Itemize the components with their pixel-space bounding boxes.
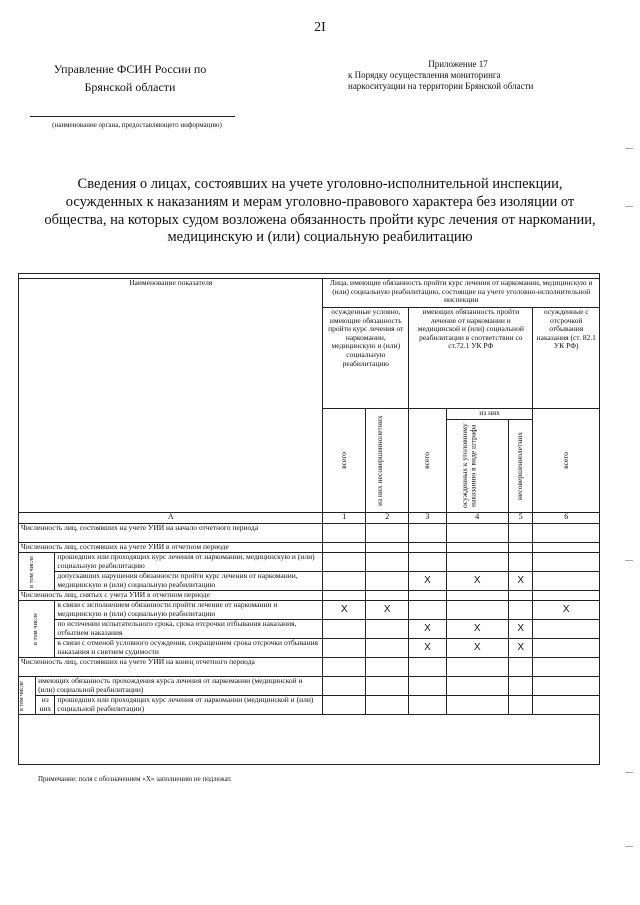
table-row — [19, 658, 600, 677]
cell-mark: X — [366, 601, 409, 620]
header-row-1 — [19, 279, 600, 308]
row-label-violations: допускавших нарушения обязанности пройти курс лечения от наркомании, медицинскую и (или) социальную реабилитацию — [55, 572, 323, 591]
cell-mark: X — [446, 639, 508, 658]
row-label-start-period: Численность лиц, состоявших на учете УИИ на начало отчетного периода — [19, 524, 323, 543]
col-total-3 — [533, 409, 600, 513]
col-number-6: 6 — [533, 513, 600, 524]
side-label-incl-1-text: в том числе — [27, 555, 35, 588]
col-number-4: 4 — [446, 513, 508, 524]
table-row — [19, 696, 600, 715]
side-label-incl-1 — [19, 553, 55, 591]
header-article-72: имеющих обязанность пройти лечение от наркомании и медицинской и (или) социальной реабилитации в соответствии со ст.72.1 УК РФ — [409, 308, 533, 409]
col-minors-1 — [366, 409, 409, 513]
row-label-removed: Численность лиц, снятых с учета УИИ в отчетном периоде — [19, 591, 323, 601]
cell-mark: X — [323, 601, 366, 620]
table-row — [19, 524, 600, 543]
document-title: Сведения о лицах, состоявших на учете уголовно-исполнительной инспекции, осужденных к наказаниям и мерам уголовно-правового характера без изоляции от общества, на которых судом возложена обязанность пройти курс лечения от наркомании, медицинскую и (или) социальную реабилитацию — [44, 176, 596, 246]
row-label-term-expired: по истечении испытательного срока, срока отсрочки отбывания наказания, отбытием наказания — [55, 620, 323, 639]
annex-block — [348, 59, 548, 92]
side-label-incl-2 — [19, 601, 55, 658]
page-number: 2I — [314, 20, 326, 35]
cell-mark: X — [508, 572, 533, 591]
col-minors-1-label: из них несовершеннолетних — [375, 415, 385, 506]
cell-mark: X — [508, 639, 533, 658]
row-label-cancellation: в связи с отменой условного осуждения, сокращением срока отсрочки отбывания наказания и снятием судимости — [55, 639, 323, 658]
col-number-1: 1 — [323, 513, 366, 524]
col-minors-2-label: несовершеннолетних — [515, 431, 525, 501]
annex-title: Приложение 17 — [428, 59, 488, 69]
margin-mark — [625, 148, 633, 149]
side-label-incl-3 — [19, 677, 36, 715]
table-row — [19, 677, 600, 696]
margin-mark — [625, 206, 633, 207]
col-minors-2 — [508, 420, 533, 513]
annex-text: к Порядку осуществления мониторинга наркоситуации на территории Брянской области — [348, 70, 534, 91]
cell-mark: X — [508, 620, 533, 639]
header-indicator: Наименование показателя — [19, 279, 323, 513]
margin-mark — [625, 560, 633, 561]
col-total-2 — [409, 409, 447, 513]
header-conditional: осужденные условно, имеющие обязанность пройти курс лечения от наркомании, медицинскую и (или) социальную реабилитацию — [323, 308, 409, 409]
col-fine — [446, 420, 508, 513]
row-label-during-period: Численность лиц, состоявших на учете УИИ в отчетном периоде — [19, 543, 323, 553]
table-row — [19, 543, 600, 553]
col-total-1-label: всего — [339, 452, 349, 469]
row-label-undergoing-treatment: прошедших или проходящих курс лечения от наркомании, медицинскую и (или) социальную реабилитацию — [55, 553, 323, 572]
row-label-has-obligation: имеющих обязанность прохождения курса лечения от наркомании (медицинской и (или) социальной реабилитации) — [36, 677, 323, 696]
table-row — [19, 601, 600, 620]
row-label-end-period: Численность лиц, состоявших на учете УИИ на конец отчетного периода — [19, 658, 323, 677]
table-row — [19, 639, 600, 658]
side-label-of-them: из них — [36, 696, 55, 715]
col-number-2: 2 — [366, 513, 409, 524]
col-total-3-label: всего — [560, 452, 570, 469]
side-label-incl-3-text: в том числе — [19, 680, 26, 711]
organization-underline — [30, 116, 235, 117]
table-row — [19, 553, 600, 572]
header-deferred: осужденные с отсрочкой отбывания наказания (ст. 82.1 УК РФ) — [533, 308, 600, 409]
row-label-fulfilled-obligation: в связи с исполнением обязанности пройти лечение от наркомании и медицинскую и (или) социальную реабилитацию — [55, 601, 323, 620]
col-number-3: 3 — [409, 513, 447, 524]
table-row — [19, 620, 600, 639]
organization-name: Управление ФСИН России по Брянской области — [53, 62, 207, 94]
organization-caption: (наименование органа, предоставляющего информацию) — [52, 121, 222, 129]
table-row — [19, 572, 600, 591]
cell-mark: X — [446, 620, 508, 639]
col-number-5: 5 — [508, 513, 533, 524]
table-row — [19, 591, 600, 601]
row-label-passed-treatment: прошедших или проходящих курс лечения от наркомании (медицинской и (или) социальной реабилитации) — [55, 696, 323, 715]
cell-mark: X — [446, 572, 508, 591]
cell-mark: X — [409, 639, 447, 658]
header-of-them: из них — [446, 409, 533, 420]
col-fine-label: осужденных к уголовному наказанию в виде штрафа — [460, 423, 478, 509]
cell-mark: X — [533, 601, 600, 620]
col-number-a: А — [19, 513, 323, 524]
margin-mark — [625, 846, 633, 847]
col-total-2-label: всего — [422, 452, 432, 469]
col-total-1 — [323, 409, 366, 513]
footnote: Примечание: поля с обозначением «X» заполнению не подлежат. — [38, 775, 232, 783]
header-group: Лица, имеющие обязанность пройти курс лечения от наркомании, медицинскую и (или) социальную реабилитацию, состоящие на учете уголовно-исполнительной инспекции — [323, 279, 600, 308]
margin-mark — [625, 772, 633, 773]
side-label-incl-2-text: в том числе — [32, 612, 40, 646]
report-table — [18, 278, 600, 715]
cell-mark: X — [409, 620, 447, 639]
cell-mark: X — [409, 572, 447, 591]
column-numbers-row — [19, 513, 600, 524]
